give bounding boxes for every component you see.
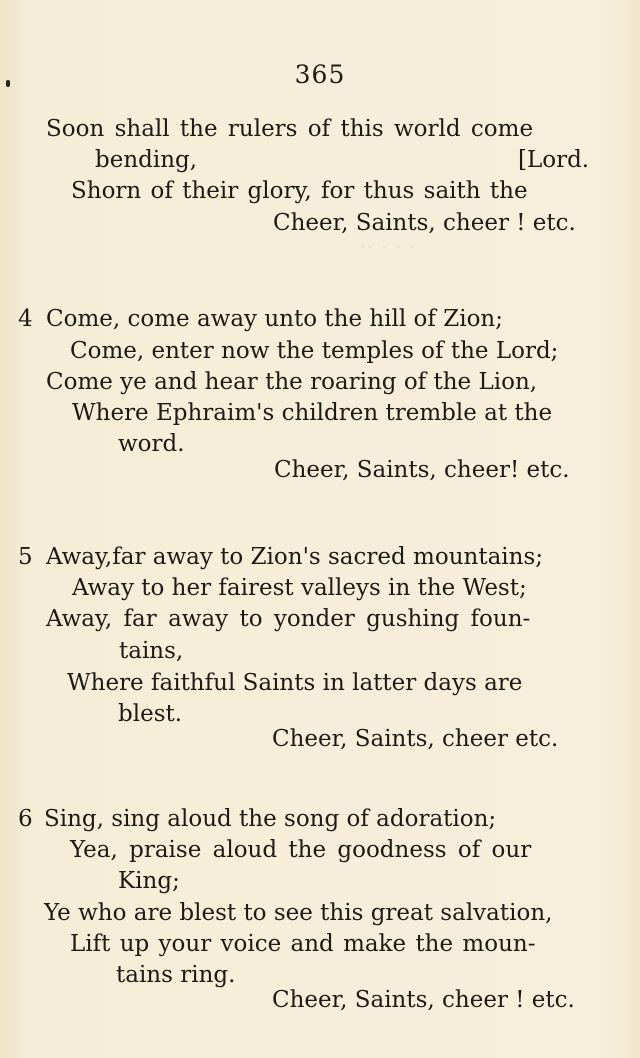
stanza5-line-1: Away,far away to Zion's sacred mountains;	[46, 544, 544, 570]
stanza5-number: 5	[18, 544, 33, 570]
stanza4-number: 4	[18, 306, 33, 332]
stanza6-line-4: Ye who are blest to see this great salvation,	[44, 900, 553, 926]
stanza3-chorus: Cheer, Saints, cheer ! etc.	[273, 210, 576, 236]
stanza5-line-4: tains,	[119, 638, 184, 664]
stanza6-line-5: Lift up your voice and make the moun-	[70, 931, 536, 957]
stanza3-line-3: [Lord.	[518, 147, 590, 173]
stanza6-chorus: Cheer, Saints, cheer ! etc.	[272, 987, 575, 1013]
stanza4-line-5: word.	[118, 431, 185, 457]
stanza4-chorus: Cheer, Saints, cheer! etc.	[274, 457, 570, 483]
page-number: 365	[294, 60, 346, 89]
stanza4-line-1: Come, come away unto the hill of Zion;	[46, 306, 503, 332]
stanza6-line-2: Yea, praise aloud the goodness of our	[70, 837, 532, 863]
stanza3-line-4: Shorn of their glory, for thus saith the	[71, 178, 528, 204]
stanza6-line-3: King;	[118, 868, 180, 894]
stanza3-line-2: bending,	[95, 147, 198, 173]
stanza4-line-2: Come, enter now the temples of the Lord;	[70, 338, 559, 364]
stanza5-line-5: Where faithful Saints in latter days are	[67, 670, 523, 696]
stanza4-line-4: Where Ephraim's children tremble at the	[72, 400, 553, 426]
stanza6-line-6: tains ring.	[116, 962, 236, 988]
stanza5-line-3: Away, far away to yonder gushing foun-	[46, 606, 531, 632]
stanza5-line-2: Away to her fairest valleys in the West;	[72, 575, 527, 601]
stanza5-chorus: Cheer, Saints, cheer etc.	[272, 726, 559, 752]
stanza6-line-1: Sing, sing aloud the song of adoration;	[44, 806, 497, 832]
stanza3-line-1: Soon shall the rulers of this world come	[46, 116, 534, 142]
stanza5-line-6: blest.	[118, 701, 183, 727]
bleed-through: ·· · · ·	[360, 236, 416, 261]
stanza6-number: 6	[18, 806, 33, 832]
stanza4-line-3: Come ye and hear the roaring of the Lion,	[46, 369, 538, 395]
